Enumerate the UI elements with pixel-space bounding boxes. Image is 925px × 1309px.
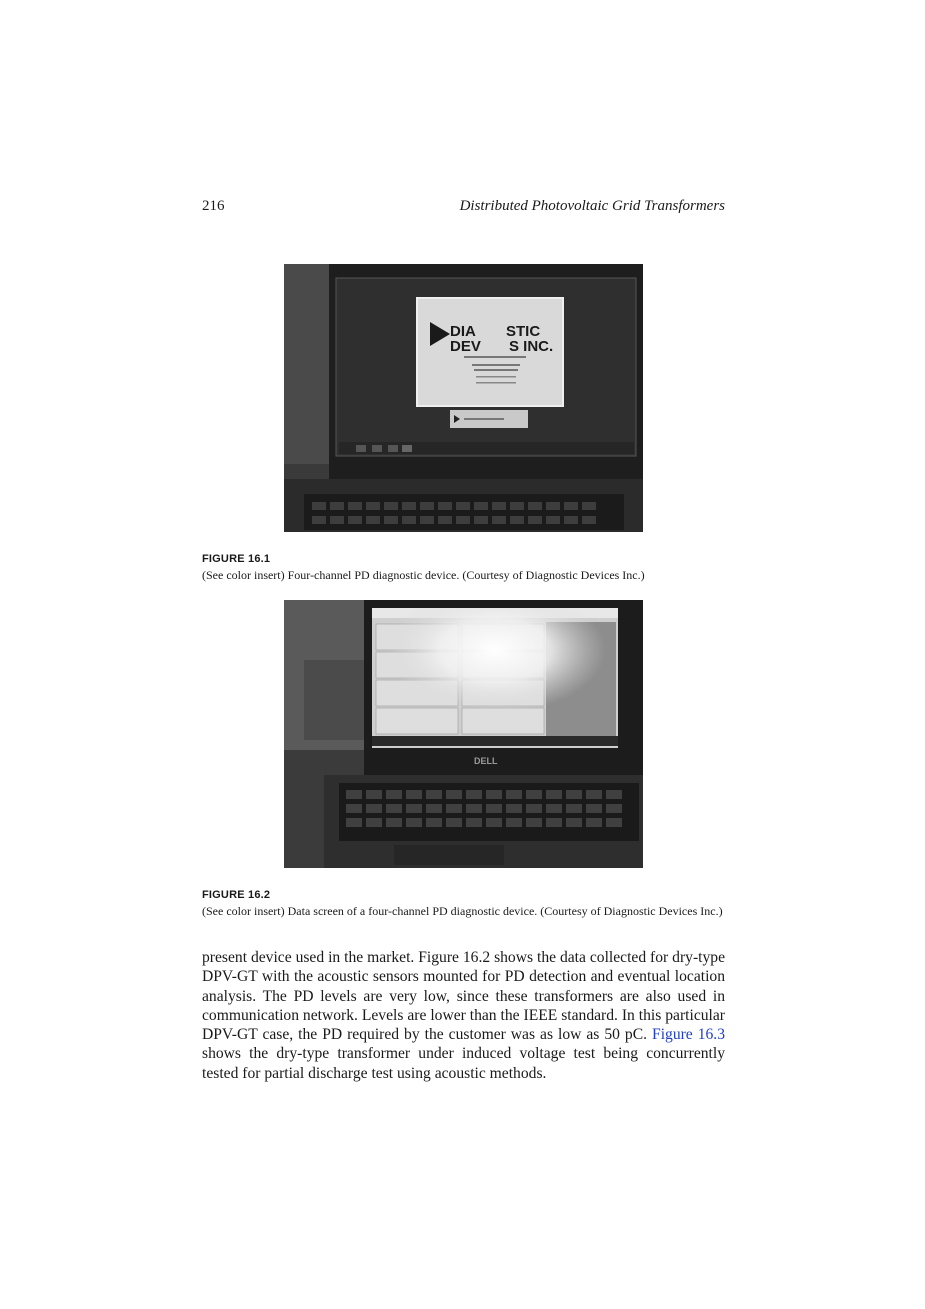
body-text-before-link: present device used in the market. Figure 16.2 shows the data collected for dry-type DPV-GT with the acoustic sensors mounted for PD detection and eventual location analysis. The PD levels are very low, since these transformers are also used in communication network. Levels are lower than the IEEE standard. In this particular DPV-GT case, the PD required by the customer was as low as 50 pC. xyxy=(202,949,725,1044)
figure-16-2-label: FIGURE 16.2 xyxy=(202,889,271,901)
figure-16-1-caption: (See color insert) Four-channel PD diagnostic device. (Courtesy of Diagnostic Devices Inc.) xyxy=(202,568,645,582)
body-text-after-link: shows the dry-type transformer under induced voltage test being concurrently tested for partial discharge test using acoustic methods. xyxy=(202,1045,725,1082)
logo-text-line2: DEV xyxy=(450,338,481,355)
laptop-data-screen-photo xyxy=(284,600,643,868)
figure-16-3-link[interactable]: Figure 16.3 xyxy=(652,1026,726,1044)
laptop-splash-photo xyxy=(284,264,643,532)
figure-16-2-caption: (See color insert) Data screen of a four-channel PD diagnostic device. (Courtesy of Diagnostic Devices Inc.) xyxy=(202,904,723,918)
logo-text-line1: DIA xyxy=(450,323,476,340)
running-head xyxy=(202,198,725,218)
figure-16-1-photo xyxy=(284,264,643,532)
body-paragraph xyxy=(202,948,725,1083)
logo-text-line2b: S INC. xyxy=(509,338,554,355)
laptop-brand-label: DELL xyxy=(474,756,498,766)
figure-16-2-photo xyxy=(284,600,643,868)
page-number: 216 xyxy=(202,198,225,214)
book-title: Distributed Photovoltaic Grid Transformers xyxy=(459,198,725,214)
figure-16-1-label: FIGURE 16.1 xyxy=(202,553,271,565)
logo-text-line1b: STIC xyxy=(506,323,541,340)
